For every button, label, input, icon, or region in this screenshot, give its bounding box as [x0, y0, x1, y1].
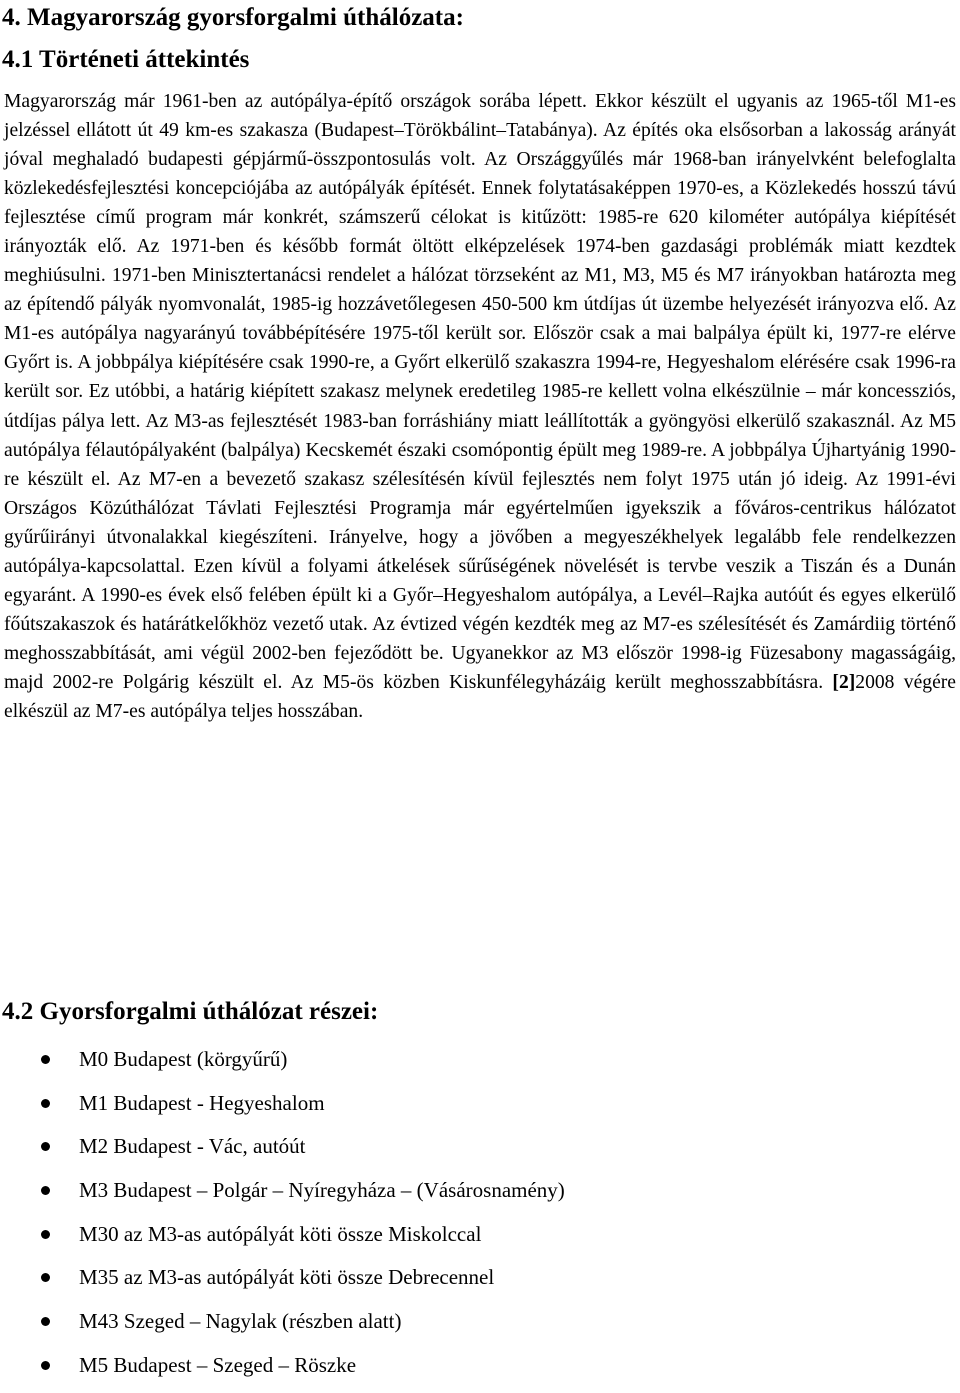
bullet-icon: [41, 1361, 50, 1370]
bullet-icon: [41, 1273, 50, 1282]
bullet-icon: [41, 1142, 50, 1151]
chapter-heading: 4. Magyarország gyorsforgalmi úthálózata:: [2, 4, 464, 31]
bullet-icon: [41, 1317, 50, 1326]
bullet-icon: [41, 1186, 50, 1195]
bullet-icon: [41, 1055, 50, 1064]
reference-marker: [2]: [832, 671, 856, 693]
bullet-icon: [41, 1230, 50, 1239]
section-heading-network-parts: 4.2 Gyorsforgalmi úthálózat részei:: [2, 998, 379, 1025]
section-heading-history: 4.1 Történeti áttekintés: [2, 46, 250, 73]
bullet-icon: [41, 1099, 50, 1108]
history-paragraph: [4, 87, 956, 726]
history-text-end: 2008 végére elkészül az M7-es autópálya teljes hosszában.: [4, 671, 957, 722]
history-text: Magyarország már 1961-ben az autópálya-építő országok sorába lépett. Ekkor készült el ugyanis az 1965-től M1-es jelzéssel ellátott út 49 km-es szakasza (Budapest–Törökbálint–Tatabánya). Az építés oka elsősorban a lakosság arányát jóval meghaladó budapesti gépjármű-összpontosulás volt. Az Országgyűlés már 1968-ban irányelvként belefoglalta közlekedésfejlesztési koncepciójába az autópályák építését. Ennek folytatásaképpen 1970-es, a Közlekedés hosszú távú fejlesztése című program már konkrét, számszerű célokat is kitűzött: 1985-re 620 kilométer autópálya kiépítését irányozták elő. Az 1971-ben és később formát öltött elképzelések 1974-ben gazdasági problémák miatt kezdtek meghiúsulni. 1971-ben Minisztertanácsi rendelet a hálózat törzseként az M1, M3, M5 és M7 irányokban határozta meg az építendő pályák nyomvonalát, 1985-ig hozzávetőlegesen 450-500 km útdíjas út üzembe helyezését irányozva elő. Az M1-es autópálya nagyarányú továbbépítésére 1975-től került sor. Először csak a mai balpálya épült ki, 1977-re elérve Győrt is. A jobbpálya kiépítésére csak 1990-re, a Győrt elkerülő szakaszra 1994-re, Hegyeshalom elérésére csak 1996-ra került sor. Ez utóbbi, a határig kiépített szakasz melynek eredetileg 1985-re kellett volna elkészülnie – már koncessziós, útdíjas pálya lett. Az M3-as fejlesztését 1983-ban forráshiány miatt leállították a gyöngyösi elkerülő szakasznál. Az M5 autópálya félautópályaként (balpálya) Kecskemét északi csomópontig épült meg 1989-re. A jobbpálya Újhartyánig 1990-re készült el. Az M7-en a bevezető szakasz szélesítésén kívül fejlesztés nem folyt 1975 után jó ideig. Az 1991-évi Országos Közúthálózat Távlati Fejlesztési Programja már egyértelműen igyekszik a főváros-centrikus hálózatot gyűrűirányi útvonalakkal kiegészíteni. Irányelve, hogy a jövőben a megyeszékhelyek legalább fele rendelkezzen autópálya-kapcsolattal. Ezen kívül a folyami átkelések sűrűségének növelését is tervbe veszik a Tiszán és a Dunán egyaránt. A 1990-es évek első felében épült ki a Győr–Hegyeshalom autópálya, a Levél–Rajka autóút és egyes elkerülő főútszakaszok és határátkelőkhöz vezető utak. Az évtized végén kezdték meg az M7-es szélesítését és Zamárdiig történő meghosszabbítását, ami végül 2002-ben fejeződött be. Ugyanekkor az M3 először 1998-ig Füzesabony magasságáig, majd 2002-re Polgárig készült el. Az M5-ös közben Kiskunfélegyházáig került meghosszabbításra.: [4, 91, 956, 693]
